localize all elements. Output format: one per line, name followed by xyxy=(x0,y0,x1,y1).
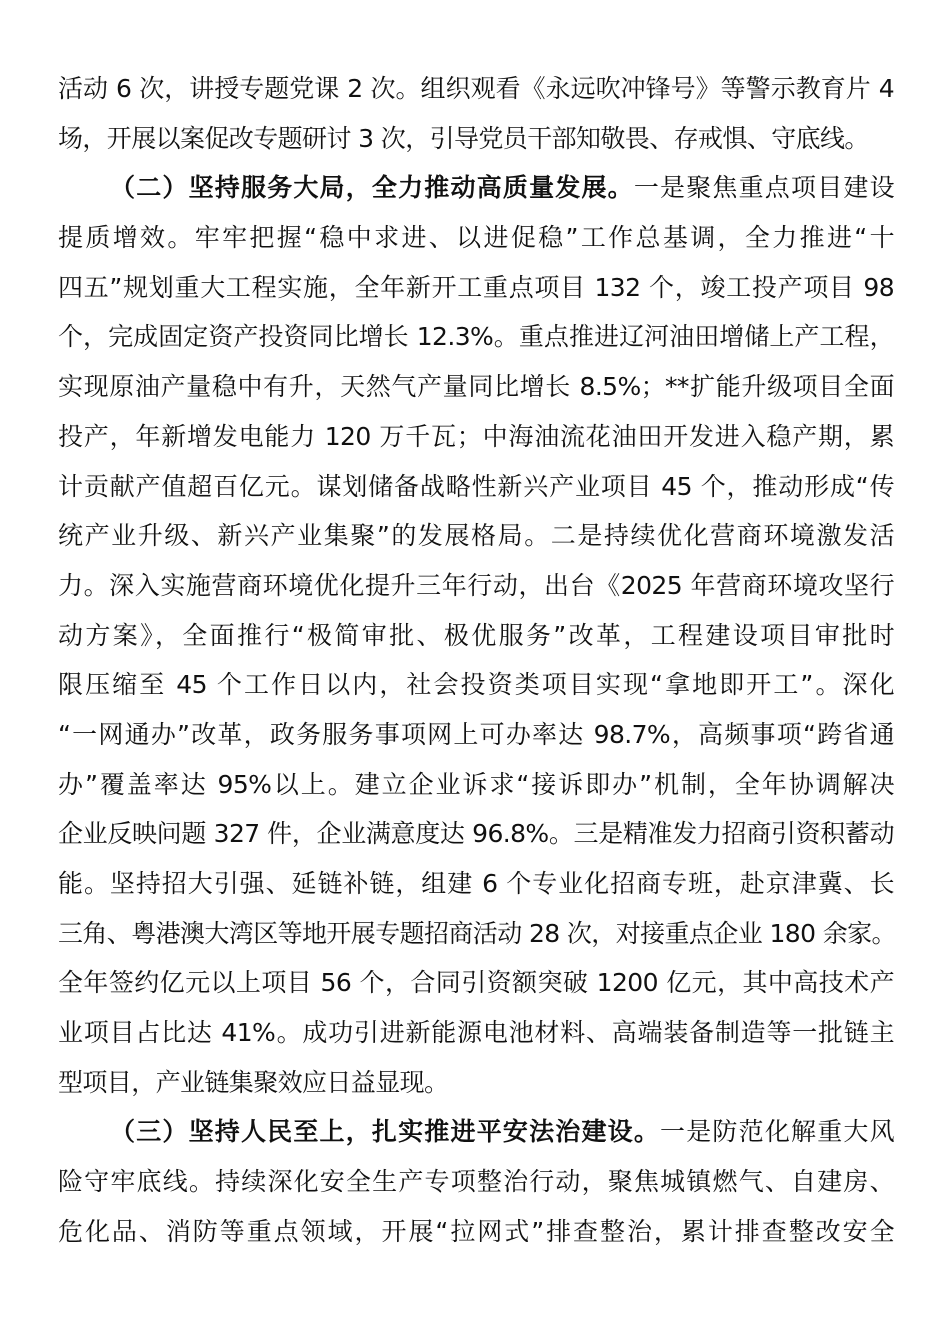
body-text-line: 企业反映问题 327 件，企业满意度达 96.8%。三是精准发力招商引资积蓄动 xyxy=(58,819,894,849)
document-page xyxy=(58,64,894,1257)
body-text-line: 能。坚持招大引强、延链补链，组建 6 个专业化招商专班，赴京津冀、长 xyxy=(58,869,894,898)
body-text-line: 四五”规划重大工程实施，全年新开工重点项目 132 个，竣工投产项目 98 xyxy=(58,272,894,302)
body-text-line: 活动 6 次，讲授专题党课 2 次。组织观看《永远吹冲锋号》等警示教育片 4 xyxy=(58,74,894,103)
body-text-line: 投产，年新增发电能力 120 万千瓦；中海油流花油田开发进入稳产期，累 xyxy=(58,421,894,451)
body-text-line: “一网通办”改革，政务服务事项网上可办率达 98.7%，高频事项“跨省通 xyxy=(58,719,894,749)
body-text-line: 实现原油产量稳中有升，天然气产量同比增长 8.5%；**扩能升级项目全面 xyxy=(58,372,894,402)
body-text-line: 计贡献产值超百亿元。谋划储备战略性新兴产业项目 45 个，推动形成“传 xyxy=(58,471,894,501)
body-text-line: 危化品、消防等重点领域，开展“拉网式”排查整治，累计排查整改安全 xyxy=(58,1216,894,1246)
body-text-line: 统产业升级、新兴产业集聚”的发展格局。二是持续优化营商环境激发活 xyxy=(58,521,894,551)
body-text-line: 业项目占比达 41%。成功引进新能源电池材料、高端装备制造等一批链主 xyxy=(58,1018,894,1048)
section-heading-line xyxy=(58,163,894,213)
body-text: 一是聚焦重点项目建设 xyxy=(633,173,894,203)
body-text-line: 险守牢底线。持续深化安全生产专项整治行动，聚焦城镇燃气、自建房、 xyxy=(58,1167,894,1197)
body-text-line: 型项目，产业链集聚效应日益显现。 xyxy=(58,1067,449,1097)
body-text-line: 限压缩至 45 个工作日以内，社会投资类项目实现“拿地即开工”。深化 xyxy=(58,670,894,700)
body-text: 一是防范化解重大风 xyxy=(660,1117,894,1147)
section-heading: （三）坚持人民至上，扎实推进平安法治建设。 xyxy=(110,1117,661,1147)
body-text-line: 动方案》，全面推行“极简审批、极优服务”改革，工程建设项目审批时 xyxy=(58,620,894,650)
body-text-line: 办”覆盖率达 95%以上。建立企业诉求“接诉即办”机制，全年协调解决 xyxy=(58,769,894,799)
body-text-line: 全年签约亿元以上项目 56 个，合同引资额突破 1200 亿元，其中高技术产 xyxy=(58,968,894,998)
body-text-line: 力。深入实施营商环境优化提升三年行动，出台《2025 年营商环境攻坚行 xyxy=(58,570,894,600)
body-text-line: 场，开展以案促改专题研讨 3 次，引导党员干部知敬畏、存戒惧、守底线。 xyxy=(58,123,869,153)
body-text-line: 三角、粤港澳大湾区等地开展专题招商活动 28 次，对接重点企业 180 余家。 xyxy=(58,918,896,948)
section-heading-line xyxy=(58,1107,894,1157)
body-text-line: 提质增效。牢牢把握“稳中求进、以进促稳”工作总基调，全力推进“十 xyxy=(58,223,894,253)
section-heading: （二）坚持服务大局，全力推动高质量发展。 xyxy=(110,173,634,203)
body-text-line: 个，完成固定资产投资同比增长 12.3%。重点推进辽河油田增储上产工程， xyxy=(58,322,894,352)
